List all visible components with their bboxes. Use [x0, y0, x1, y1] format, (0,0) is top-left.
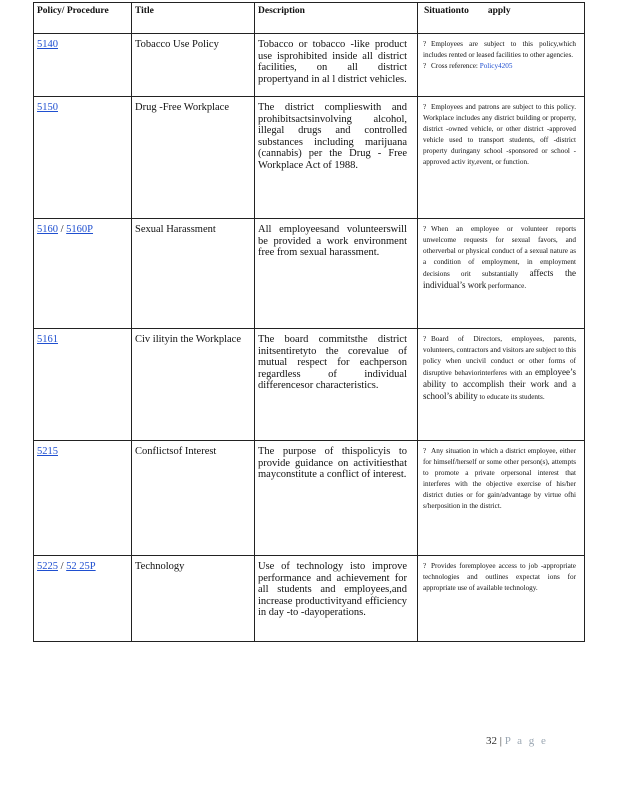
- situation-item: [423, 39, 576, 61]
- bullet-icon: ?: [423, 562, 427, 570]
- policy-link[interactable]: 5161: [37, 334, 58, 345]
- bullet-icon: ?: [423, 447, 427, 455]
- title-cell: Technology: [132, 556, 255, 642]
- situation-item: [423, 102, 576, 168]
- bullet-icon: ?: [423, 62, 427, 70]
- situation-cell: [418, 441, 585, 556]
- situation-text: Any situation in which a district employee, either for himself/herself or some other person(s), attempts to promote a private orpersonal interest that interferes with the objective exercise of his/her district duties or for gain/advantage by virtue ofhi s/herposition in the district.: [423, 447, 576, 510]
- situation-cell: [418, 34, 585, 97]
- policy-link[interactable]: 5150: [37, 102, 58, 113]
- situation-text: When an employee or volunteer reports unwelcome requests for sexual favors, and otherverbal or physical conduct of a sexual nature as a condition of employment, in employment decisions orit substantially: [423, 225, 576, 278]
- situation-emphasis-text: affects the individual’s work: [423, 268, 576, 290]
- situation-emphasis-text: employee’s ability to accomplish their work and a school’s ability: [423, 367, 577, 401]
- bullet-icon: ?: [423, 40, 427, 48]
- policy-link[interactable]: 5225: [37, 561, 58, 572]
- page-label: P a g e: [504, 735, 548, 747]
- title-cell: Conflictsof Interest: [132, 441, 255, 556]
- description-cell: The purpose of thispolicyis to provide guidance on activitiesthat mayconstitute a conflict of interest.: [255, 441, 418, 556]
- header-title: Title: [132, 3, 255, 34]
- bullet-icon: ?: [423, 103, 427, 111]
- bullet-icon: ?: [423, 225, 427, 233]
- policy-table: [33, 2, 585, 642]
- situation-cell: [418, 556, 585, 642]
- situation-item: [423, 61, 576, 72]
- description-cell: Tobacco or tobacco -like product use isprohibited inside all district facilities, on all district propertyand in al l district vehicles.: [255, 34, 418, 97]
- situation-item: [423, 446, 576, 512]
- table-row: [34, 329, 585, 441]
- header-policy: Policy/ Procedure: [34, 3, 132, 34]
- situation-item: [423, 224, 576, 292]
- policy-cell: [34, 441, 132, 556]
- situation-cell: [418, 97, 585, 219]
- policy-cell: [34, 34, 132, 97]
- situation-text: Employees are subject to this policy,which includes rented or leased facilities to other agencies.: [423, 40, 576, 59]
- table-row: [34, 97, 585, 219]
- description-cell: Use of technology isto improve performance and achievement for all students and employees,and increase productivityand efficiency in day -to -dayoperations.: [255, 556, 418, 642]
- situation-text: Board of Directors, employees, parents, volunteers, contractors and visitors are subject to this policy when uncivil conduct or other forms of disruptive behaviorinterferes with an: [423, 335, 576, 377]
- cross-reference-link[interactable]: Policy4205: [479, 62, 513, 70]
- situation-item: [423, 334, 576, 403]
- description-cell: The board commitsthe district initsentiretyto the corevalue of mutual respect for eachperson regardless of individual differencesor characteristics.: [255, 329, 418, 441]
- title-cell: Civ ilityin the Workplace: [132, 329, 255, 441]
- title-cell: Sexual Harassment: [132, 219, 255, 329]
- situation-text: Employees and patrons are subject to this policy. Workplace includes any district building or property, district -owned vehicle, or other district -approved vehicle used to transport students, off -district property duringany school -sponsored or school -approved activ ity,event, or function.: [423, 103, 576, 166]
- description-cell: All employeesand volunteerswill be provided a work environment free from sexual harassment.: [255, 219, 418, 329]
- table-row: [34, 219, 585, 329]
- bullet-icon: ?: [423, 335, 427, 343]
- page-separator: |: [499, 735, 502, 747]
- page-footer: [486, 735, 548, 747]
- situation-tail-text: to educate its students.: [479, 393, 545, 401]
- policy-cell: [34, 97, 132, 219]
- table-header-row: [34, 3, 585, 34]
- situation-text: Provides foremployee access to job -appropriate technologies and outlines expectat ions for appropriate use of available technology.: [423, 562, 576, 592]
- situation-item: [423, 561, 576, 594]
- table-row: [34, 556, 585, 642]
- policy-link[interactable]: 5160P: [66, 224, 94, 235]
- page-number: 32: [486, 735, 497, 747]
- table-row: [34, 441, 585, 556]
- situation-text: Cross reference:: [431, 62, 480, 70]
- policy-link[interactable]: 5215: [37, 446, 58, 457]
- situation-cell: [418, 329, 585, 441]
- policy-link[interactable]: 5140: [37, 39, 58, 50]
- policy-cell: 5225 / 52 25P: [34, 556, 132, 642]
- situation-tail-text: performance.: [488, 282, 527, 290]
- policy-cell: 5160 / 5160P: [34, 219, 132, 329]
- description-cell: The district complieswith and prohibitsactsinvolving alcohol, illegal drugs and controlled substances including marijuana (cannabis) per the Drug - Free Workplace Act of 1988.: [255, 97, 418, 219]
- header-description: Description: [255, 3, 418, 34]
- situation-cell: [418, 219, 585, 329]
- policy-link[interactable]: 52 25P: [66, 561, 96, 572]
- table-row: [34, 34, 585, 97]
- title-cell: Tobacco Use Policy: [132, 34, 255, 97]
- policy-cell: [34, 329, 132, 441]
- title-cell: Drug -Free Workplace: [132, 97, 255, 219]
- policy-link[interactable]: 5160: [37, 224, 58, 235]
- header-situation: Situationto apply: [418, 3, 585, 34]
